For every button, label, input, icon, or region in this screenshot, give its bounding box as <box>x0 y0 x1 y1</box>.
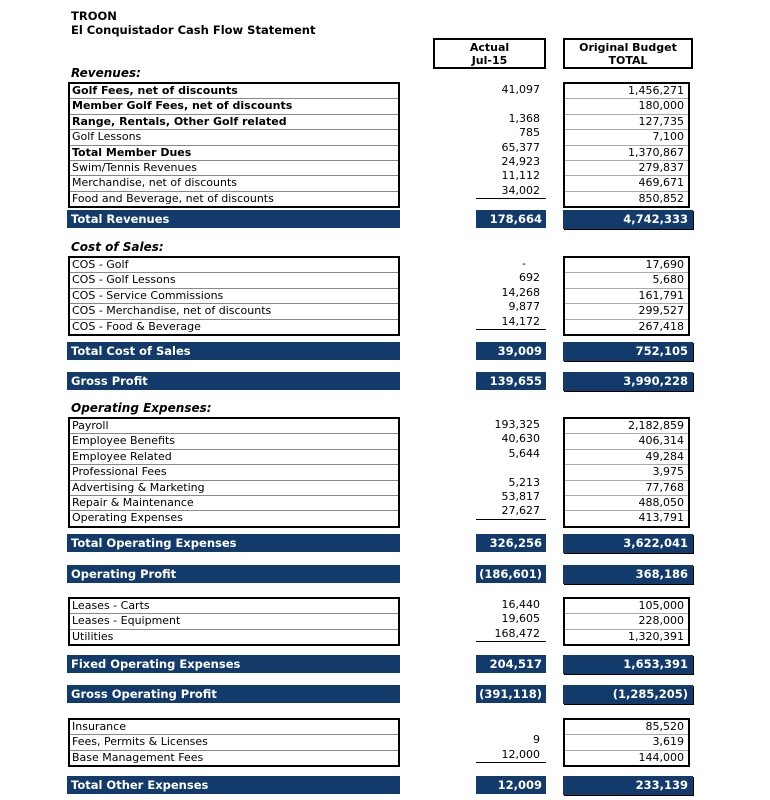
budget-value: 77,768 <box>565 481 688 496</box>
actual-value: 40,630 <box>501 432 540 446</box>
actual-value: 53,817 <box>501 489 540 503</box>
table-row-label: Range, Rentals, Other Golf related <box>70 115 398 130</box>
fixed-operating-expenses-budget: 1,653,391 <box>563 655 693 674</box>
table-row-label: Fees, Permits & Licenses <box>70 735 398 750</box>
total-cost-of-sales-budget: 752,105 <box>563 342 693 361</box>
actual-value <box>476 719 546 733</box>
cost-of-sales-actual-values <box>476 257 546 330</box>
table-row-label: Payroll <box>70 419 398 434</box>
table-row-label: Golf Fees, net of discounts <box>70 84 398 99</box>
budget-value: 105,000 <box>565 599 688 614</box>
table-row-label: Leases - Carts <box>70 599 398 614</box>
budget-value: 279,837 <box>565 161 688 176</box>
fixed-operating-expenses-label: Fixed Operating Expenses <box>67 655 400 673</box>
total-other-expenses-label: Total Other Expenses <box>67 776 400 794</box>
gross-operating-profit-actual: (391,118) <box>476 685 546 703</box>
total-revenues-label: Total Revenues <box>67 210 400 228</box>
table-row-label: Operating Expenses <box>72 511 183 525</box>
actual-value: 14,172 <box>501 314 540 328</box>
company-name: TROON <box>71 9 117 23</box>
table-row-label: Total Member Dues <box>70 146 398 161</box>
actual-value: 5,213 <box>508 475 540 489</box>
cost-of-sales-section-title: Cost of Sales: <box>71 240 164 254</box>
other-expenses-labels <box>68 718 400 767</box>
fixed-expenses-budget-values <box>563 597 690 646</box>
budget-value: 7,100 <box>565 130 688 145</box>
fixed-expenses-actual-values <box>476 598 546 642</box>
table-row-label: Advertising & Marketing <box>70 481 398 496</box>
total-cost-of-sales-actual: 39,009 <box>476 342 546 360</box>
actual-value <box>476 97 546 111</box>
actual-value: 193,325 <box>494 418 540 431</box>
operating-expenses-budget-values <box>563 417 690 528</box>
table-row-label: Repair & Maintenance <box>70 496 398 511</box>
budget-header-total: TOTAL <box>608 54 648 67</box>
revenues-section-title: Revenues: <box>71 66 141 80</box>
cost-of-sales-labels <box>68 256 400 336</box>
actual-value: 9,877 <box>508 300 540 314</box>
gross-profit-label: Gross Profit <box>67 372 400 390</box>
budget-value: 1,320,391 <box>628 629 684 643</box>
total-revenues-budget: 4,742,333 <box>563 210 693 229</box>
total-operating-expenses-label: Total Operating Expenses <box>67 534 400 552</box>
budget-value: 406,314 <box>565 434 688 449</box>
actual-value: 692 <box>519 271 540 285</box>
actual-value: 9 <box>533 733 540 747</box>
actual-value: - <box>522 257 526 270</box>
table-row-label: Golf Lessons <box>70 130 398 145</box>
total-other-expenses-actual: 12,009 <box>476 776 546 794</box>
budget-value: 161,791 <box>565 289 688 304</box>
fixed-expenses-labels <box>68 597 400 646</box>
actual-value: 785 <box>519 126 540 140</box>
fixed-operating-expenses-actual: 204,517 <box>476 655 546 673</box>
actual-value: 168,472 <box>494 626 540 640</box>
actual-column-header <box>433 38 546 69</box>
actual-value: 65,377 <box>501 140 540 154</box>
budget-value: 1,370,867 <box>565 146 688 161</box>
budget-value: 3,619 <box>565 735 688 750</box>
table-row-label: Merchandise, net of discounts <box>70 176 398 191</box>
operating-expenses-actual-values <box>476 418 546 520</box>
actual-value: 12,000 <box>501 747 540 761</box>
total-revenues-actual: 178,664 <box>476 210 546 228</box>
other-expenses-budget-values <box>563 718 690 767</box>
budget-value: 299,527 <box>565 304 688 319</box>
gross-operating-profit-budget: (1,285,205) <box>563 685 693 704</box>
budget-value: 469,671 <box>565 176 688 191</box>
table-row-label: Leases - Equipment <box>70 614 398 629</box>
gross-profit-actual: 139,655 <box>476 372 546 390</box>
table-row-label: Professional Fees <box>70 465 398 480</box>
report-title: El Conquistador Cash Flow Statement <box>71 23 316 37</box>
table-row-label: COS - Food & Beverage <box>72 319 201 333</box>
actual-value: 27,627 <box>501 504 540 518</box>
operating-profit-actual: (186,601) <box>476 565 546 583</box>
operating-profit-label: Operating Profit <box>67 565 400 583</box>
actual-value: 19,605 <box>501 612 540 626</box>
budget-value: 49,284 <box>565 450 688 465</box>
actual-value: 41,097 <box>501 83 540 96</box>
table-row-label: COS - Golf <box>70 258 398 273</box>
budget-value: 267,418 <box>638 319 684 333</box>
table-row-label: COS - Service Commissions <box>70 289 398 304</box>
actual-value <box>476 461 546 475</box>
budget-value: 488,050 <box>565 496 688 511</box>
gross-operating-profit-label: Gross Operating Profit <box>67 685 400 703</box>
budget-column-header <box>563 38 693 69</box>
revenues-budget-values <box>563 82 690 208</box>
table-row-label: Employee Related <box>70 450 398 465</box>
budget-value: 17,690 <box>565 258 688 273</box>
total-cost-of-sales-label: Total Cost of Sales <box>67 342 400 360</box>
table-row-label: Insurance <box>70 720 398 735</box>
table-row-label: Member Golf Fees, net of discounts <box>70 99 398 114</box>
budget-value: 2,182,859 <box>565 419 688 434</box>
budget-value: 85,520 <box>565 720 688 735</box>
total-operating-expenses-actual: 326,256 <box>476 534 546 552</box>
table-row-label: Food and Beverage, net of discounts <box>72 191 274 205</box>
table-row-label: Swim/Tennis Revenues <box>70 161 398 176</box>
operating-profit-budget: 368,186 <box>563 565 693 584</box>
budget-value: 5,680 <box>565 273 688 288</box>
operating-expenses-labels <box>68 417 400 528</box>
actual-value: 24,923 <box>501 154 540 168</box>
actual-value: 11,112 <box>501 169 540 183</box>
budget-value: 144,000 <box>638 750 684 764</box>
table-row-label: COS - Golf Lessons <box>70 273 398 288</box>
budget-value: 127,735 <box>565 115 688 130</box>
budget-value: 413,791 <box>638 511 684 525</box>
budget-value: 180,000 <box>565 99 688 114</box>
budget-value: 3,975 <box>565 465 688 480</box>
budget-value: 850,852 <box>638 191 684 205</box>
table-row-label: Base Management Fees <box>72 750 204 764</box>
table-row-label: COS - Merchandise, net of discounts <box>70 304 398 319</box>
actual-value: 16,440 <box>501 598 540 611</box>
actual-value: 1,368 <box>508 111 540 125</box>
budget-value: 1,456,271 <box>565 84 688 99</box>
revenues-labels <box>68 82 400 208</box>
actual-value: 34,002 <box>501 183 540 197</box>
actual-header-label: Actual <box>469 41 510 54</box>
actual-value: 5,644 <box>508 446 540 460</box>
operating-expenses-section-title: Operating Expenses: <box>71 401 212 415</box>
gross-profit-budget: 3,990,228 <box>563 372 693 391</box>
other-expenses-actual-values <box>476 719 546 763</box>
total-operating-expenses-budget: 3,622,041 <box>563 534 693 553</box>
budget-value: 228,000 <box>565 614 688 629</box>
actual-header-period: Jul-15 <box>471 54 508 67</box>
revenues-actual-values <box>476 83 546 199</box>
table-row-label: Utilities <box>72 629 114 643</box>
table-row-label: Employee Benefits <box>70 434 398 449</box>
actual-value: 14,268 <box>501 285 540 299</box>
budget-header-label: Original Budget <box>579 41 677 54</box>
total-other-expenses-budget: 233,139 <box>563 776 693 795</box>
cost-of-sales-budget-values <box>563 256 690 336</box>
